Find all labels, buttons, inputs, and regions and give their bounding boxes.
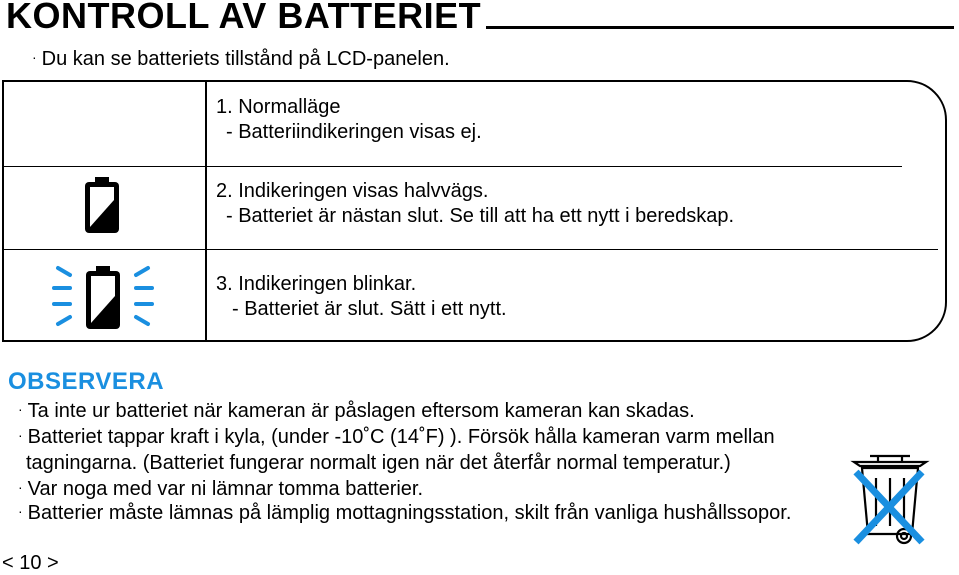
notice-item-text: Var noga med var ni lämnar tomma batterier.: [27, 478, 424, 500]
battery-half-icon: [84, 176, 120, 239]
row-divider: [2, 249, 938, 250]
mode-2-detail: - Batteriet är nästan slut. Se till att ha ett nytt i beredskap.: [226, 205, 735, 227]
title-rule: [486, 26, 954, 29]
notice-item-continuation: tagningarna. (Batteriet fungerar normalt igen när det återfår normal temperatur.): [26, 452, 731, 474]
intro-line: Du kan se batteriets tillstånd på LCD-panelen.: [41, 48, 450, 70]
notice-item-text: Ta inte ur batteriet när kameran är påslagen eftersom kameran kan skadas.: [27, 400, 695, 422]
mode-1-heading: 1. Normalläge: [216, 96, 341, 118]
row-divider: [2, 166, 902, 167]
notice-heading: OBSERVERA: [8, 368, 165, 395]
mode-3-heading: 3. Indikeringen blinkar.: [216, 273, 417, 295]
panel-column-divider: [205, 81, 207, 340]
notice-item: [18, 502, 791, 525]
bullet: ·: [18, 479, 23, 495]
mode-1-detail: - Batteriindikeringen visas ej.: [226, 121, 482, 143]
intro-text: [32, 48, 450, 71]
notice-item: [18, 426, 775, 449]
battery-blinking-icon: [50, 262, 156, 339]
notice-item: [18, 400, 695, 423]
notice-item-text: Batterier måste lämnas på lämplig mottagningsstation, skilt från vanliga hushållssopor.: [27, 502, 792, 524]
bullet: ·: [18, 503, 23, 519]
mode-2-heading: 2. Indikeringen visas halvvägs.: [216, 180, 489, 202]
bullet: ·: [32, 49, 37, 65]
crossed-bin-icon: [848, 444, 932, 553]
notice-item-text: Batteriet tappar kraft i kyla, (under -10˚C (14˚F) ). Försök hålla kameran varm mellan: [27, 426, 775, 448]
bullet: ·: [18, 401, 23, 417]
mode-3-detail: - Batteriet är slut. Sätt i ett nytt.: [232, 298, 507, 320]
bullet: ·: [18, 427, 23, 443]
page-number: < 10 >: [2, 552, 59, 574]
page-title: KONTROLL AV BATTERIET: [6, 0, 482, 36]
notice-item: [18, 478, 423, 501]
